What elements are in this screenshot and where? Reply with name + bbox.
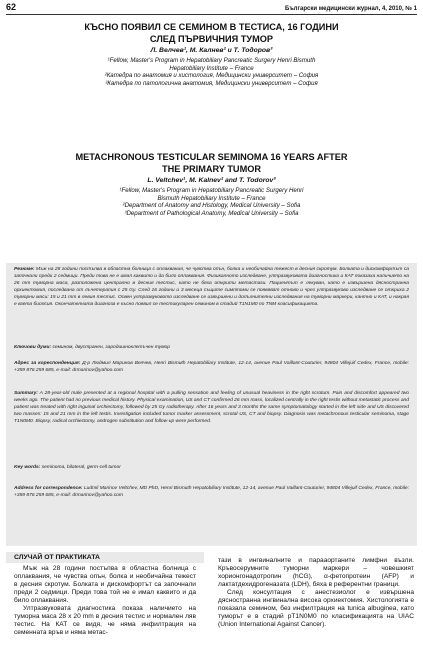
en-aff1-line2: Bismuth Hepatobiliary Institute – France (157, 194, 266, 202)
body-left-column (14, 565, 196, 637)
bg-address-text: Д-р Людмил Маринов Велчев, Henri Bismuth Hepatobiliary Institute, 12-14, avenue Paul Vaillant-Couturier, 94804 Villejuif Cedex, France, mobile: +359 876 259 685, e-mail: drmarinov@yahoo.com (14, 361, 410, 374)
abstract-box (6, 263, 417, 546)
en-title-line1: METACHRONOUS TESTICULAR SEMINOMA 16 YEARS AFTER (75, 152, 348, 162)
left-paragraph-2: Ултразвуковата диагностика показа наличието на туморна маса 28 x 20 mm в десния тестис и нормален ляв тестис. На КАТ се видя, че няма инфилтрация на семенната връв и няма метас- (14, 604, 196, 636)
bg-address (14, 360, 409, 374)
bg-aff1-line2: Hepatobiliary Institute – France (169, 64, 254, 72)
bg-summary-label: Резюме: (14, 267, 35, 272)
en-address-label: Address for correspondence: (14, 486, 83, 491)
en-address (14, 485, 409, 499)
bg-keywords-text: семином, двустранен, зародишноклетъчен тумор (52, 345, 171, 350)
en-authors: L. Veltchev¹, M. Kalnev² and T. Todorov³ (147, 177, 276, 184)
bg-keywords-label: Ключови думи: (14, 345, 52, 350)
bg-article-title (20, 22, 403, 45)
bg-affiliations (30, 57, 393, 87)
en-affiliations (30, 187, 393, 217)
bg-aff2: ²Катедра по анатомия и хистология, Медицински университет – София (104, 72, 319, 80)
en-summary (14, 390, 409, 425)
right-paragraph-2: След консултация с анестезиолог е извършена дясностранна ингвинална висока орхиектомия. Хистологията е показала семином, без инфилтрация на tunica albuginea, като туморът е в стадий pT1N0M0 по класификацията на UIAC (Union International Against Cancer). (218, 588, 414, 628)
body-right-column (218, 557, 414, 629)
en-summary-label: Summary: (14, 391, 38, 396)
en-aff2: ²Department of Anatomy and Histology, Medical University – Sofia (122, 202, 301, 210)
right-paragraph-1: тази в ингвиналните и парааортаните лимфни възли. Кръвосерумните туморни маркери – човешкият хорионгонадотропин (hCG), α-фетопротеин (AFP) и лактатдехидрогеназата (LDH), бяха в референтни граници. (218, 557, 414, 588)
header-divider (6, 14, 417, 15)
bg-aff1-line1: ¹Fellow, Master's Program in Hepatobiliary Pancreatic Surgery Henri Bismuth (107, 57, 316, 64)
bg-keywords (14, 344, 409, 351)
bg-title-line1: КЪСНО ПОЯВИЛ СЕ СЕМИНОМ В ТЕСТИСА, 16 ГОДИНИ (84, 22, 339, 32)
en-keywords-label: Key words: (14, 465, 41, 470)
en-title-line2: THE PRIMARY TUMOR (161, 163, 262, 174)
journal-title: Български медицински журнал, 4, 2010, № 1 (285, 6, 417, 12)
en-summary-text: A 28-year-old male presented at a regional hospital with a pulling sensation and feeling of unusual heaviness in the right scrotum. Pain and discomfort appeared two weeks ago. The patient had no previous medical history. Physical examination, US and CT confirmed 26 mm mass, localized centrally in the right testis without metastatic process and patient was treated with right inguinal orchiectomy, followed by 25 Gy radiotherapy. After 16 years and 3 months the same symptomatology started in the left side and US discovered two masses: 15 and 21 mm in the left testis. Investigation included tumor marker assessment, scrotal US, CT and biopsy. Diagnosis was metachronous testicular seminoma, stage T1N0M0. Biopsy, radical orchiectomy, androgen substitution and follow-up were performed. (14, 391, 409, 425)
bg-address-label: Адрес за кореспонденция: (14, 361, 81, 366)
bg-summary (14, 266, 409, 309)
page-number: 62 (6, 2, 17, 12)
en-keywords (14, 464, 409, 471)
en-aff3: ³Department of Pathological Anatomy, Medical University – Sofia (124, 209, 299, 217)
bg-aff3: ³Катедра по патологична анатомия, Медицински университет – София (105, 79, 318, 87)
bg-summary-text: Мъж на 28 години постъпва в областна болница с оплаквания, че чувства опън, болка и необичайна тежест в десния скротум. Болката и дискомфортът са започнали преди 2 седмици. Преди това не е имал каквито и да било оплаквания. Физикалното изследване, ултразвуковата диагностика и КАТ показаха наличието на 26 mm туморна маса, разположена централно в десния тестис, като не бяха открити метастази. Пациентът е лекуван, като е извършена дясностранна орхиектомия, последвана от лъчетерапия с 25 Gy. След 16 години и 3 месеца същите симптоми се появяват отново и чрез ултразвуково изследване се откриха 2 туморни маси: 15 и 21 mm в левия тестис. Освен ултразвуковото изследване се извършени и допълнителни изследвания на туморни маркери, кантно и КАТ, и накрая е взета биопсия. Окончателната диагноза е късно появил се тестикуларен семином в стадий T1N1M0 по TNM класификацията. (14, 267, 410, 308)
en-keywords-text: seminoma, bilateral, germ-cell tumor (41, 465, 121, 470)
en-article-title (20, 152, 403, 175)
bg-authors: Л. Велчев¹, М. Калнев² и Т. Тодоров³ (150, 47, 273, 54)
left-paragraph-1: Мъж на 28 години постъпва в областна болница с оплаквания, че чувства опън, болка и необичайна тежест в десния скротум. Болката и дискомфортът са започнали преди 2 седмици. Преди това той не е имал каквито и да било оплаквания. (14, 565, 196, 604)
section-title: СЛУЧАЙ ОТ ПРАКТИКАТА (14, 554, 100, 561)
page-header (6, 2, 417, 14)
bg-title-line2: СЛЕД ПЪРВИЧНИЯ ТУМОР (149, 33, 274, 44)
en-aff1-line1: ¹Fellow, Master's Program in Hepatobiliary Pancreatic Surgery Henri (119, 187, 304, 194)
en-address-text: Ludmil Marinov Veltchev, MD PhD, Henri Bismuth Hepatobiliary Institute, 12-14, avenue Paul Vaillant-Couturier, 94804 Villejuif Cedex, France, mobile: +359 876 259 685, e-mail: drmarinov@yahoo.com (14, 486, 409, 499)
